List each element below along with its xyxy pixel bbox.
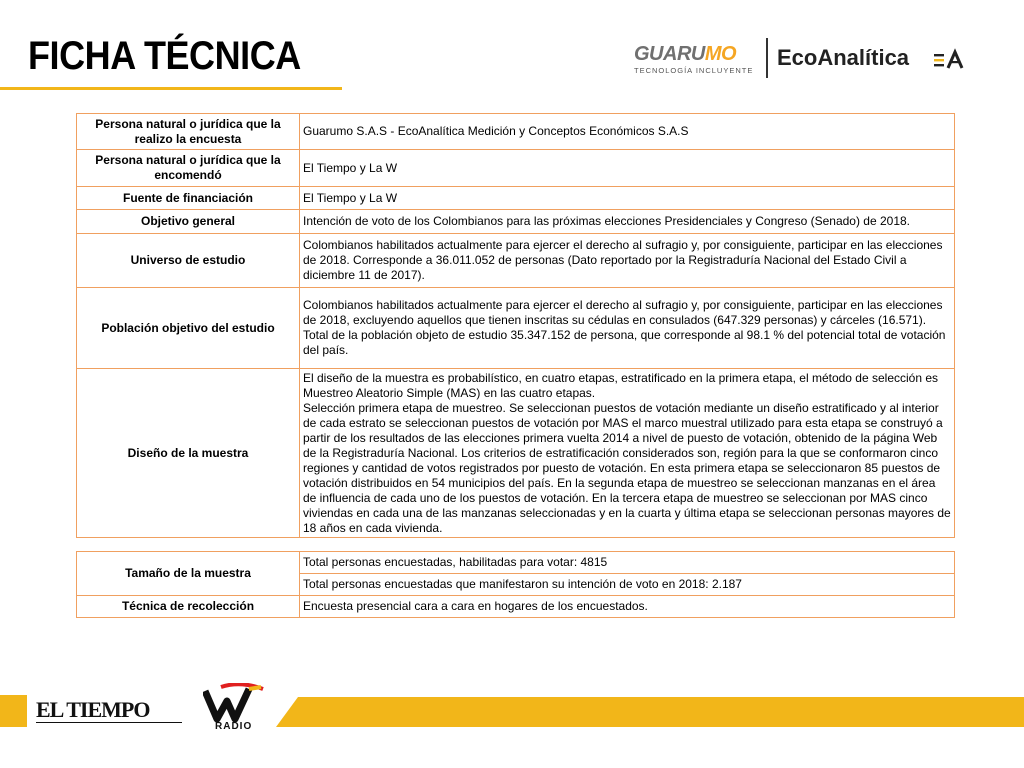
row-value: Colombianos habilitados actualmente para ejercer el derecho al sufragio y, por consiguiente, participar en las elecciones de 2018, excluyendo aquellos que tienen inscritas su cédulas en consulados (647.329 personas) y cárceles (16.571). Total de la población objeto de estudio 35.347.152 de persona, que corresponde al 98.1 % del potencial total de votación del país. xyxy=(300,288,955,369)
table-row xyxy=(77,369,955,538)
title-underline xyxy=(0,87,342,90)
technique-value: Encuesta presencial cara a cara en hogares de los encuestados. xyxy=(300,596,955,618)
eltiempo-wordmark: EL TIEMPO xyxy=(36,697,150,722)
sample-size-label: Tamaño de la muestra xyxy=(77,552,300,596)
table-row xyxy=(77,187,955,210)
technique-label: Técnica de recolección xyxy=(77,596,300,618)
row-label: Población objetivo del estudio xyxy=(77,288,300,369)
logo-separator xyxy=(766,38,768,78)
row-value: Colombianos habilitados actualmente para ejercer el derecho al sufragio y, por consiguiente, participar en las elecciones de 2018. Corresponde a 36.011.052 de personas (Dato reportado por la Registraduría Nacional del Estado Civil a diciembre 11 de 2017). xyxy=(300,234,955,288)
sample-size-value-2: Total personas encuestadas que manifestaron su intención de voto en 2018: 2.187 xyxy=(300,574,955,596)
ecoanalitica-logo: EcoAnalítica xyxy=(777,45,910,70)
footer-band-right xyxy=(276,697,1024,727)
table-row xyxy=(77,596,955,618)
table-row xyxy=(77,234,955,288)
footer-band-left xyxy=(0,695,27,727)
row-label: Diseño de la muestra xyxy=(77,369,300,538)
table-row xyxy=(77,150,955,187)
w-logo-icon xyxy=(203,683,273,723)
sample-table xyxy=(76,551,955,618)
table-row xyxy=(77,552,955,574)
guarumo-wordmark xyxy=(634,44,758,64)
guarumo-tagline: TECNOLOGÍA INCLUYENTE xyxy=(634,66,754,75)
guarumo-logo xyxy=(634,44,758,78)
sample-size-value-1: Total personas encuestadas, habilitadas para votar: 4815 xyxy=(300,552,955,574)
row-value: El Tiempo y La W xyxy=(300,187,955,210)
eltiempo-underline xyxy=(36,722,182,723)
row-value: Intención de voto de los Colombianos para las próximas elecciones Presidenciales y Congreso (Senado) de 2018. xyxy=(300,210,955,234)
row-label: Fuente de financiación xyxy=(77,187,300,210)
wradio-logo xyxy=(203,683,273,733)
wradio-label: RADIO xyxy=(215,721,253,732)
guarumo-wordmark-main: GUARU xyxy=(634,43,705,65)
row-label: Persona natural o jurídica que la encomendó xyxy=(77,150,300,187)
guarumo-wordmark-accent: MO xyxy=(704,43,737,65)
ficha-table xyxy=(76,113,955,538)
page-title: FICHA TÉCNICA xyxy=(28,34,301,78)
row-value: El diseño de la muestra es probabilístico, en cuatro etapas, estratificado en la primera etapa, el método de selección es Muestreo Aleatorio Simple (MAS) en las cuatro etapas. Selección primera etapa de muestreo. Se seleccionan puestos de votación mediante un diseño estratificado y al interior de cada estrato se seleccionan puestos de votación por MAS el marco muestral utilizado para esta etapa se construyó a partir de los resultados de las elecciones primera vuelta 2014 a nivel de puesto de votación, obtenido de la página Web de la Registraduría Nacional. Los criterios de estratificación considerados son, región para la que se conformaron cinco regiones y cantidad de votos registrados por puesto de votación. En esta primera etapa se seleccionaron 85 puestos de votación distribuidos en 54 municipios del país. En la segunda etapa de muestreo se seleccionan manzanas en el área de influencia de cada uno de los puestos de votación. En la tercera etapa de muestreo se seleccionan por MAS cinco viviendas en cada una de las manzanas seleccionadas y en la cuarta y última etapa se seleccionan personas mayores de 18 años en cada vivienda. xyxy=(300,369,955,538)
row-label: Objetivo general xyxy=(77,210,300,234)
eltiempo-logo xyxy=(36,697,182,723)
table-row xyxy=(77,210,955,234)
row-label: Universo de estudio xyxy=(77,234,300,288)
table-row xyxy=(77,114,955,150)
row-value: Guarumo S.A.S - EcoAnalítica Medición y Conceptos Económicos S.A.S xyxy=(300,114,955,150)
table-row xyxy=(77,288,955,369)
row-label: Persona natural o jurídica que la realizo la encuesta xyxy=(77,114,300,150)
row-value: El Tiempo y La W xyxy=(300,150,955,187)
ea-logo-icon xyxy=(934,48,968,72)
